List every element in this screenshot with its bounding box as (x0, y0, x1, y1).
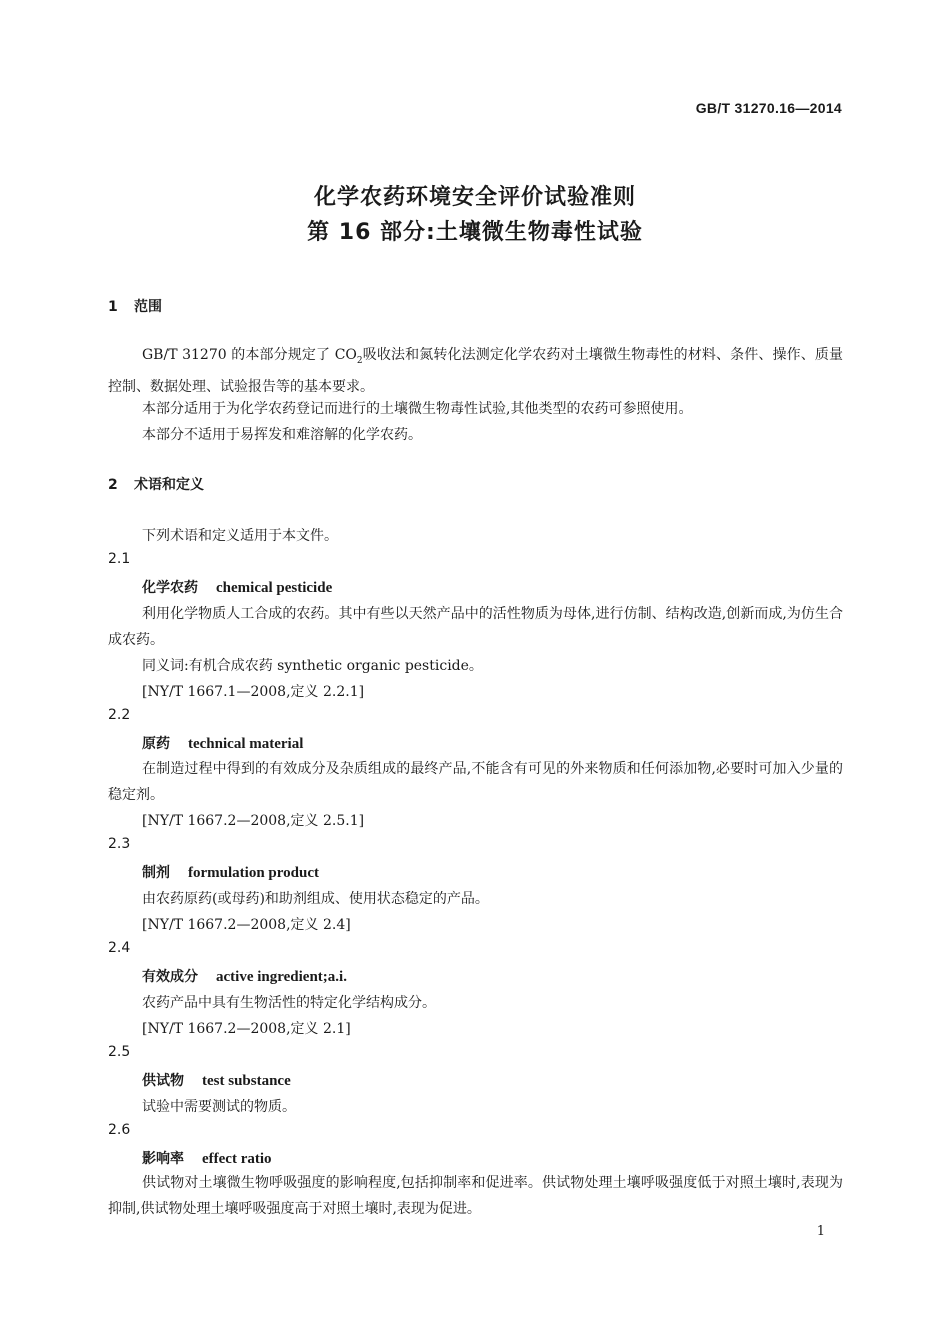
scope-paragraph-3: 本部分不适用于易挥发和难溶解的化学农药。 (142, 427, 422, 443)
section-1-heading (108, 296, 162, 316)
section-title: 范围 (134, 299, 162, 315)
term-en: chemical pesticide (216, 580, 333, 596)
term-heading (142, 1148, 272, 1168)
term-source: [NY/T 1667.2—2008,定义 2.4] (142, 917, 351, 933)
page-number: 1 (816, 1224, 825, 1239)
term-heading (142, 577, 332, 597)
standard-code: GB/T 31270.16—2014 (695, 100, 842, 116)
term-source: [NY/T 1667.2—2008,定义 2.1] (142, 1021, 351, 1037)
terms-intro: 下列术语和定义适用于本文件。 (142, 528, 338, 544)
term-zh: 化学农药 (142, 580, 198, 596)
term-source: [NY/T 1667.1—2008,定义 2.2.1] (142, 684, 365, 700)
scope-paragraph-1 (108, 342, 843, 400)
document-title-line2: 第 16 部分:土壤微生物毒性试验 (307, 220, 643, 245)
text-run: 吸收法和氮转化法测定化学农药对土壤微生物毒性的材料、条件、操作、质量控制、数据处理、试验报告等的基本要求。 (108, 347, 843, 395)
term-heading (142, 1070, 291, 1090)
subscript: 2 (356, 355, 363, 366)
section-number: 2 (108, 477, 118, 493)
clause-number: 2.4 (108, 940, 131, 956)
term-definition: 农药产品中具有生物活性的特定化学结构成分。 (142, 995, 436, 1011)
term-definition: 利用化学物质人工合成的农药。其中有些以天然产品中的活性物质为母体,进行仿制、结构改造,创新而成,为仿生合成农药。 (108, 606, 843, 648)
clause-number: 2.3 (108, 836, 131, 852)
term-synonym: 同义词:有机合成农药 synthetic organic pesticide。 (142, 658, 483, 674)
term-en: test substance (202, 1073, 291, 1089)
term-zh: 影响率 (142, 1151, 184, 1167)
section-title: 术语和定义 (134, 477, 204, 493)
section-2-heading (108, 474, 204, 494)
term-zh: 有效成分 (142, 969, 198, 985)
clause-number: 2.2 (108, 707, 131, 723)
section-number: 1 (108, 299, 118, 315)
text-run: GB/T 31270 的本部分规定了 CO (142, 347, 357, 363)
term-heading (142, 733, 303, 753)
term-definition: 供试物对土壤微生物呼吸强度的影响程度,包括抑制率和促进率。供试物处理土壤呼吸强度低于对照土壤时,表现为抑制,供试物处理土壤呼吸强度高于对照土壤时,表现为促进。 (108, 1175, 843, 1217)
term-heading (142, 966, 347, 986)
term-definition: 试验中需要测试的物质。 (142, 1099, 296, 1115)
clause-number: 2.1 (108, 551, 131, 567)
term-zh: 供试物 (142, 1073, 184, 1089)
term-en: active ingredient;a.i. (216, 969, 347, 985)
scope-paragraph-2: 本部分适用于为化学农药登记而进行的土壤微生物毒性试验,其他类型的农药可参照使用。 (142, 401, 693, 417)
term-zh: 制剂 (142, 865, 170, 881)
clause-number: 2.5 (108, 1044, 131, 1060)
term-definition: 在制造过程中得到的有效成分及杂质组成的最终产品,不能含有可见的外来物质和任何添加物,必要时可加入少量的稳定剂。 (108, 761, 843, 803)
document-title-line1: 化学农药环境安全评价试验准则 (313, 185, 636, 210)
term-en: formulation product (188, 865, 319, 881)
term-source: [NY/T 1667.2—2008,定义 2.5.1] (142, 813, 365, 829)
term-zh: 原药 (142, 736, 170, 752)
clause-number: 2.6 (108, 1122, 131, 1138)
term-heading (142, 862, 319, 882)
term-en: effect ratio (202, 1151, 272, 1167)
term-definition: 由农药原药(或母药)和助剂组成、使用状态稳定的产品。 (142, 891, 489, 907)
term-en: technical material (188, 736, 304, 752)
